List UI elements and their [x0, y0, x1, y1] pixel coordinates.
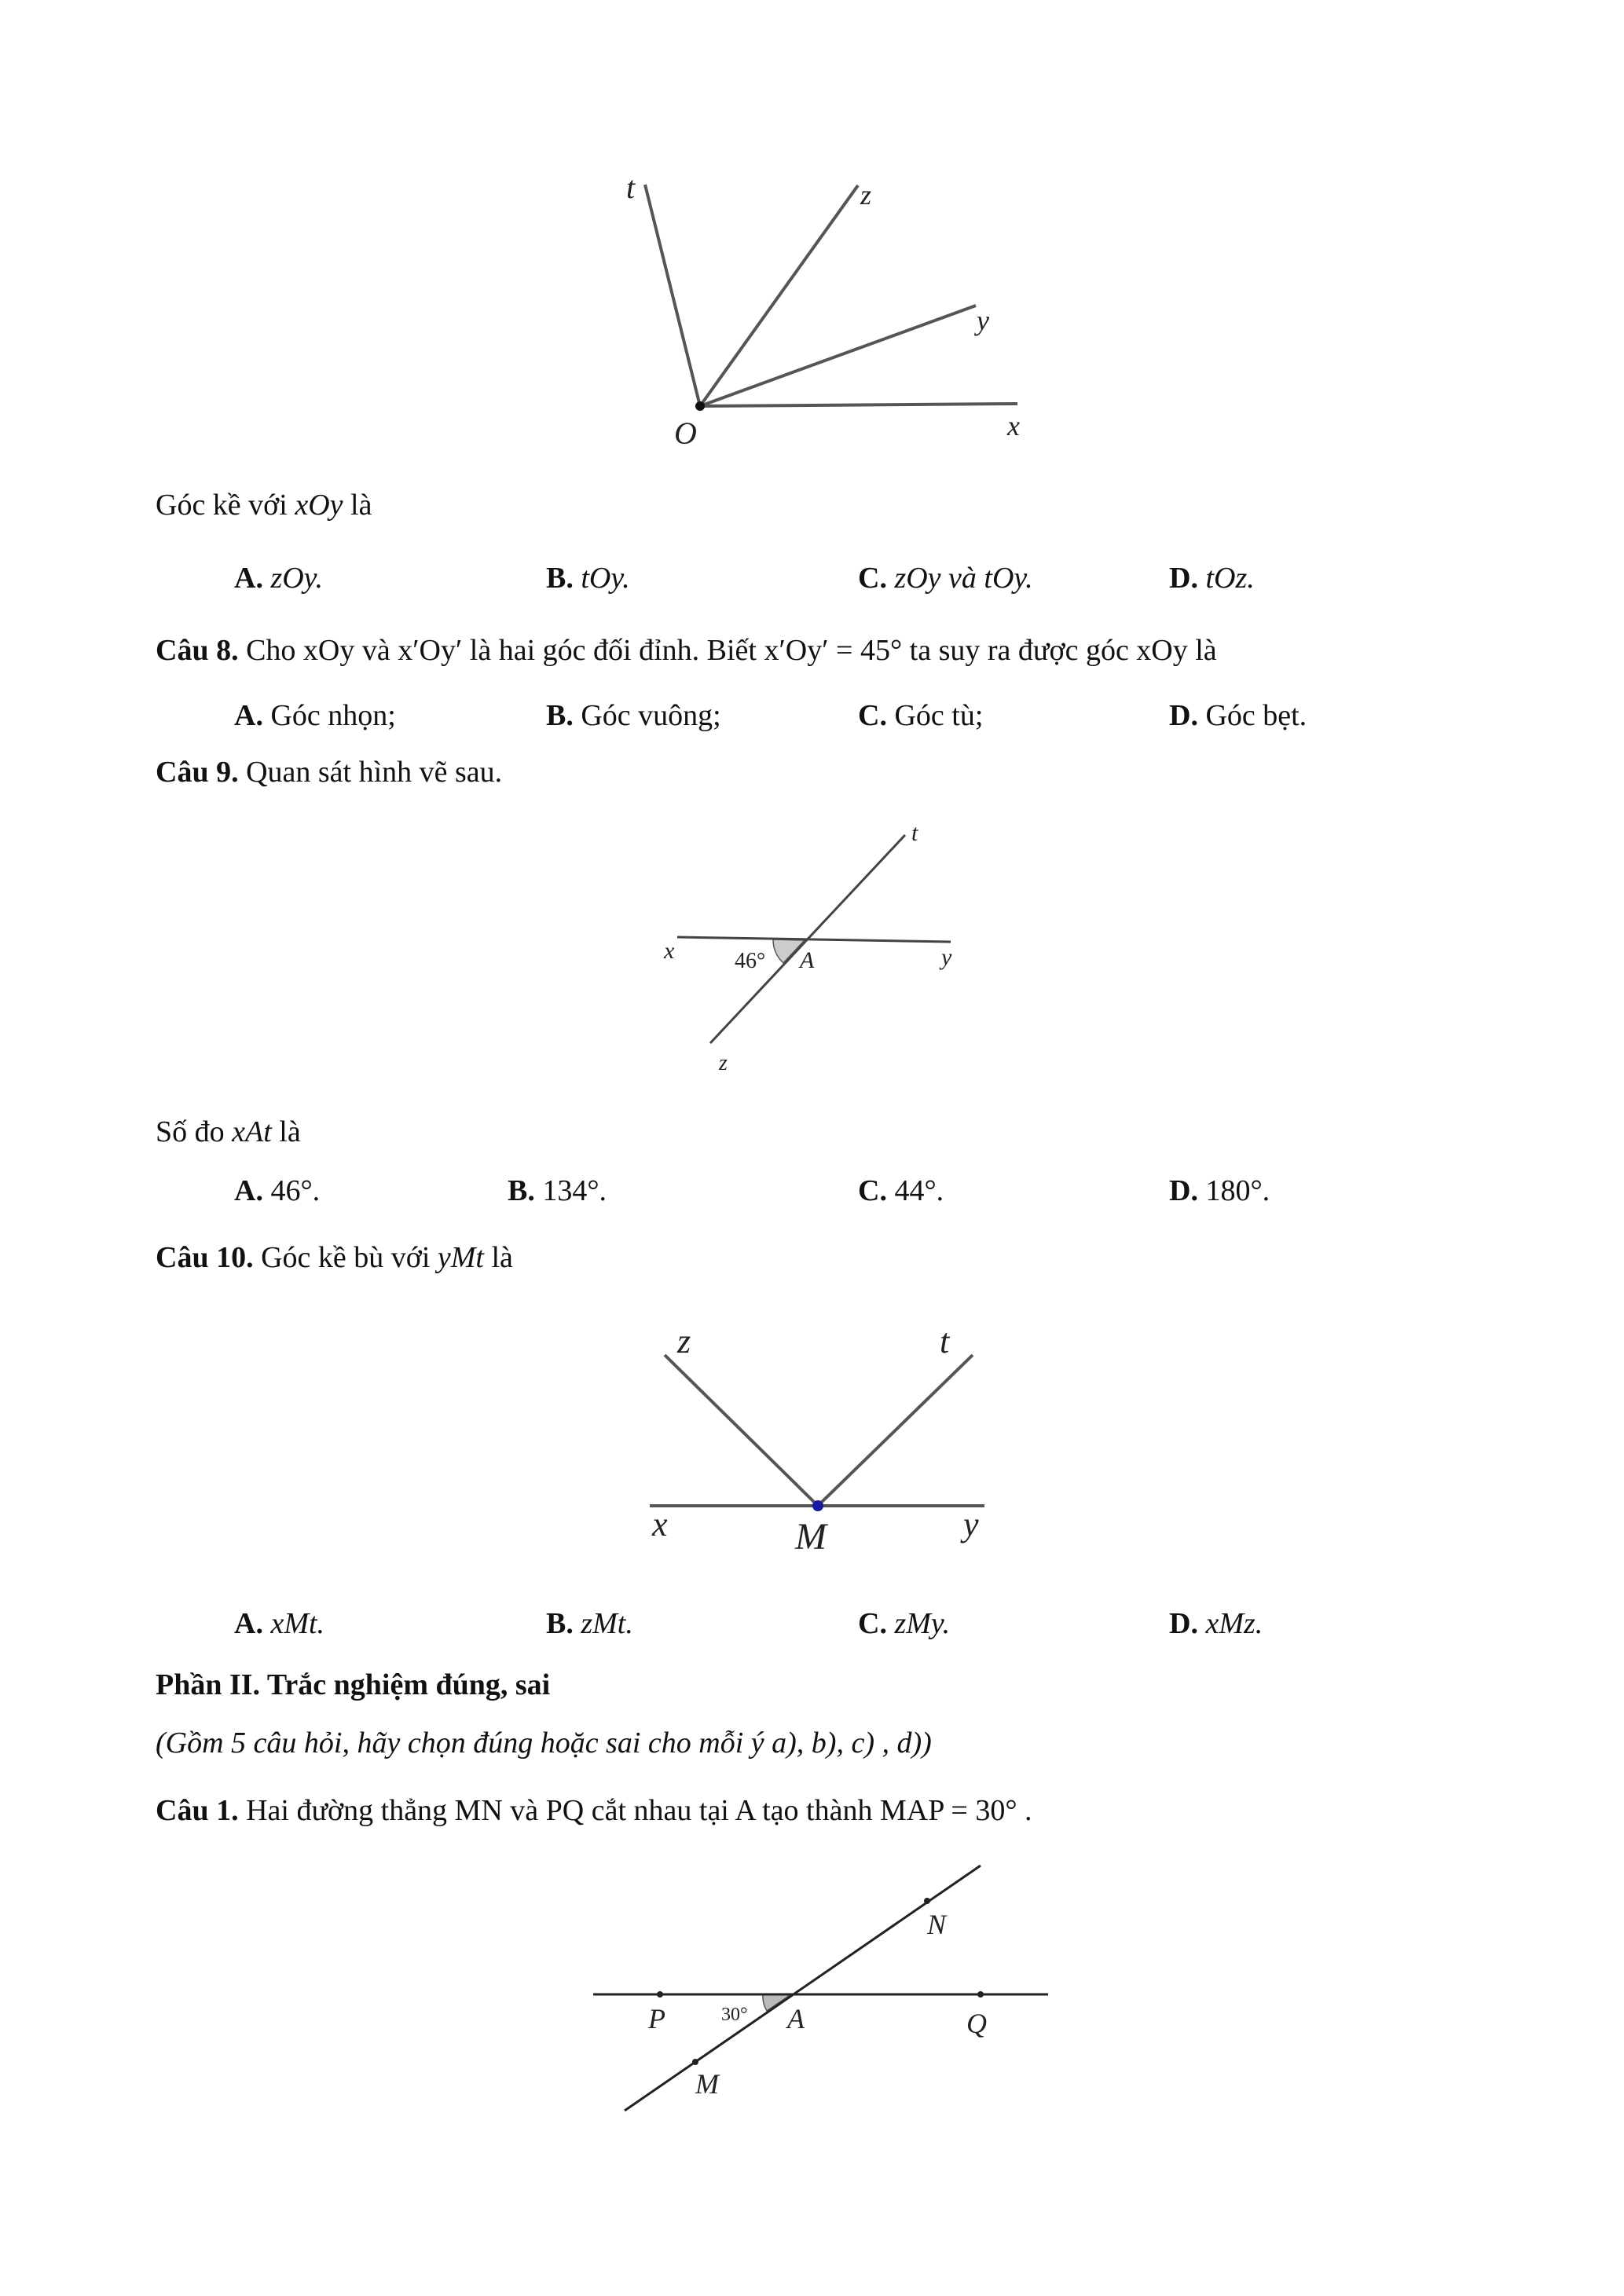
option-text: tOy.: [581, 562, 630, 595]
section-title-part2: Phần II. Trắc nghiệm đúng, sai: [156, 1668, 551, 1701]
label-z: z: [719, 1051, 728, 1075]
label-m: M: [695, 2068, 719, 2100]
stem-end: là: [350, 489, 372, 522]
stem-math: xAt: [232, 1115, 272, 1148]
option-c[interactable]: [858, 1173, 944, 1209]
option-a[interactable]: [234, 698, 396, 734]
question-q10: [156, 1240, 513, 1276]
option-letter: B.: [508, 1174, 535, 1207]
option-letter: B.: [546, 1607, 574, 1640]
figure-part2-q1: [593, 1866, 1048, 2111]
option-letter: A.: [234, 699, 263, 732]
point-m: [812, 1500, 823, 1511]
option-letter: C.: [858, 562, 887, 595]
question-label: Câu 8.: [156, 634, 239, 667]
label-z: z: [677, 1322, 691, 1360]
label-p: P: [648, 2003, 665, 2034]
label-y: y: [977, 305, 989, 336]
question-label: Câu 9.: [156, 756, 239, 789]
option-text: 180°.: [1205, 1174, 1270, 1207]
label-angle-46: 46°: [735, 949, 766, 973]
option-text: zOy và tOy.: [894, 562, 1033, 595]
question-q9: [156, 754, 502, 790]
label-x: x: [664, 938, 675, 964]
ray-oy: [700, 306, 976, 406]
option-text: 134°.: [542, 1174, 607, 1207]
option-c[interactable]: [858, 560, 1033, 596]
label-n: N: [927, 1909, 947, 1940]
ray-ot: [645, 185, 700, 406]
option-letter: D.: [1169, 1174, 1198, 1207]
option-d[interactable]: [1169, 1173, 1270, 1209]
option-text: Góc nhọn;: [270, 699, 396, 732]
option-a[interactable]: [234, 1173, 320, 1209]
section-note: (Gồm 5 câu hỏi, hãy chọn đúng hoặc sai cho mỗi ý a), b), c) , d)): [156, 1727, 932, 1760]
stem-text: Số đo: [156, 1115, 225, 1148]
option-letter: D.: [1169, 562, 1198, 595]
option-letter: B.: [546, 562, 574, 595]
stem-end: là: [279, 1115, 301, 1148]
option-b[interactable]: [546, 698, 721, 734]
ray-oz: [700, 185, 858, 406]
question-text: Góc kề bù với: [261, 1241, 431, 1274]
stem-math: xOy: [295, 489, 343, 522]
option-text: xMt.: [270, 1607, 325, 1640]
label-y: y: [963, 1505, 979, 1543]
question-stem-q9: [156, 1114, 301, 1150]
option-text: tOz.: [1205, 562, 1255, 595]
option-c[interactable]: [858, 1606, 950, 1642]
label-z: z: [860, 179, 872, 211]
option-b[interactable]: [508, 1173, 607, 1209]
option-letter: D.: [1169, 699, 1198, 732]
question-part2-q1: [156, 1792, 1032, 1829]
question-math: yMt: [437, 1241, 484, 1274]
option-d[interactable]: [1169, 560, 1255, 596]
option-text: Góc tù;: [894, 699, 984, 732]
ray-mt: [818, 1355, 973, 1506]
point-o: [695, 401, 705, 411]
option-a[interactable]: [234, 560, 323, 596]
option-text: Góc bẹt.: [1205, 699, 1307, 732]
figure-q10: [650, 1322, 984, 1558]
option-c[interactable]: [858, 698, 983, 734]
option-a[interactable]: [234, 1606, 324, 1642]
stem-text: Góc kề với: [156, 489, 288, 522]
label-o: O: [674, 416, 697, 451]
label-t: t: [911, 820, 918, 846]
option-letter: A.: [234, 1174, 263, 1207]
option-text: xMz.: [1205, 1607, 1263, 1640]
option-text: zOy.: [270, 562, 323, 595]
option-d[interactable]: [1169, 1606, 1263, 1642]
label-t: t: [940, 1322, 950, 1360]
option-text: zMt.: [581, 1607, 633, 1640]
option-text: 46°.: [270, 1174, 321, 1207]
option-letter: C.: [858, 1174, 887, 1207]
option-letter: A.: [234, 1607, 263, 1640]
label-m: M: [795, 1516, 827, 1558]
question-stem-q7: [156, 487, 372, 523]
figure-q9: [663, 820, 952, 1075]
question-text: Cho xOy và x′Oy′ là hai góc đối đỉnh. Biết x′Oy′ = 45° ta suy ra được góc xOy là: [246, 634, 1217, 667]
option-b[interactable]: [546, 560, 630, 596]
option-letter: A.: [234, 562, 263, 595]
option-letter: C.: [858, 699, 887, 732]
label-x: x: [652, 1505, 668, 1543]
label-q: Q: [966, 2008, 987, 2039]
label-a: A: [787, 2003, 805, 2034]
label-angle-30: 30°: [721, 2005, 748, 2025]
ray-ox: [700, 404, 1017, 406]
label-x: x: [1007, 410, 1020, 441]
label-a: A: [800, 947, 815, 973]
option-letter: C.: [858, 1607, 887, 1640]
option-letter: D.: [1169, 1607, 1198, 1640]
question-q8: [156, 632, 1217, 668]
label-y: y: [941, 944, 952, 970]
option-text: Góc vuông;: [581, 699, 721, 732]
line-xy: [677, 937, 951, 942]
question-text: Hai đường thẳng MN và PQ cắt nhau tại A tạo thành MAP = 30° .: [246, 1794, 1032, 1827]
option-b[interactable]: [546, 1606, 633, 1642]
label-t: t: [626, 170, 636, 205]
option-text: zMy.: [894, 1607, 951, 1640]
option-d[interactable]: [1169, 698, 1307, 734]
question-label: Câu 10.: [156, 1241, 254, 1274]
question-label: Câu 1.: [156, 1794, 239, 1827]
option-letter: B.: [546, 699, 574, 732]
ray-mz: [665, 1355, 818, 1506]
option-text: 44°.: [894, 1174, 944, 1207]
question-end: là: [491, 1241, 513, 1274]
question-text: Quan sát hình vẽ sau.: [246, 756, 503, 789]
